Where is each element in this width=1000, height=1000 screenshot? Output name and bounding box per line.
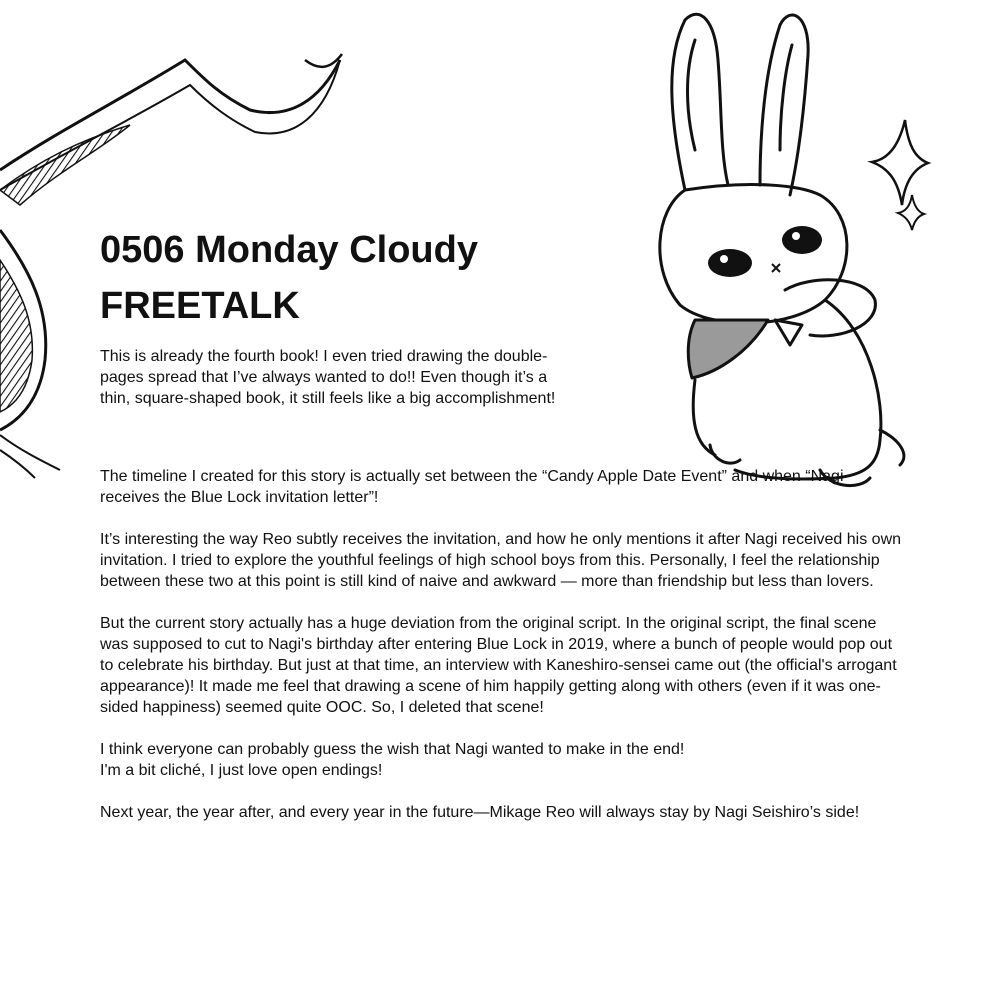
- freetalk-body: [100, 466, 905, 844]
- page-title: [100, 222, 478, 334]
- paragraph-deviation: But the current story actually has a huge deviation from the original script. In the original script, the final scene was supposed to cut to Nagi's birthday after entering Blue Lock in 2019, where a bunch of people would pop out to celebrate his birthday. But just at that time, an interview with Kaneshiro-sensei came out (the official's arrogant appearance)! It made me feel that drawing a scene of him happily getting along with others (even if it was one-sided happiness) seemed quite OOC. So, I deleted that scene!: [100, 615, 897, 716]
- paragraph-invitation: It’s interesting the way Reo subtly receives the invitation, and how he only mentions it after Nagi received his own invitation. I tried to explore the youthful feelings of high school boys from this. Personally, I feel the relationship between these two at this point is still kind of naive and awkward — more than friendship but less than lovers.: [100, 531, 902, 590]
- title-freetalk-line: FREETALK: [100, 285, 300, 327]
- intro-paragraph: This is already the fourth book! I even tried drawing the double-pages spread that I’ve always wanted to do!! Even though it’s a thin, square-shaped book, it still feels like a big accomplishment!: [100, 348, 556, 407]
- bunny-illustration: [640, 0, 960, 500]
- title-date-line: 0506 Monday Cloudy: [100, 229, 478, 271]
- paragraph-open-endings: I'm a bit cliché, I just love open endings!: [100, 762, 383, 779]
- paragraph-closing: Next year, the year after, and every year in the future—Mikage Reo will always stay by Nagi Seishiro’s side!: [100, 804, 860, 821]
- paragraph-timeline: The timeline I created for this story is actually set between the “Candy Apple Date Event” and when “Nagi receives the Blue Lock invitation letter”!: [100, 468, 844, 506]
- paragraph-wish: I think everyone can probably guess the wish that Nagi wanted to make in the end!: [100, 741, 685, 758]
